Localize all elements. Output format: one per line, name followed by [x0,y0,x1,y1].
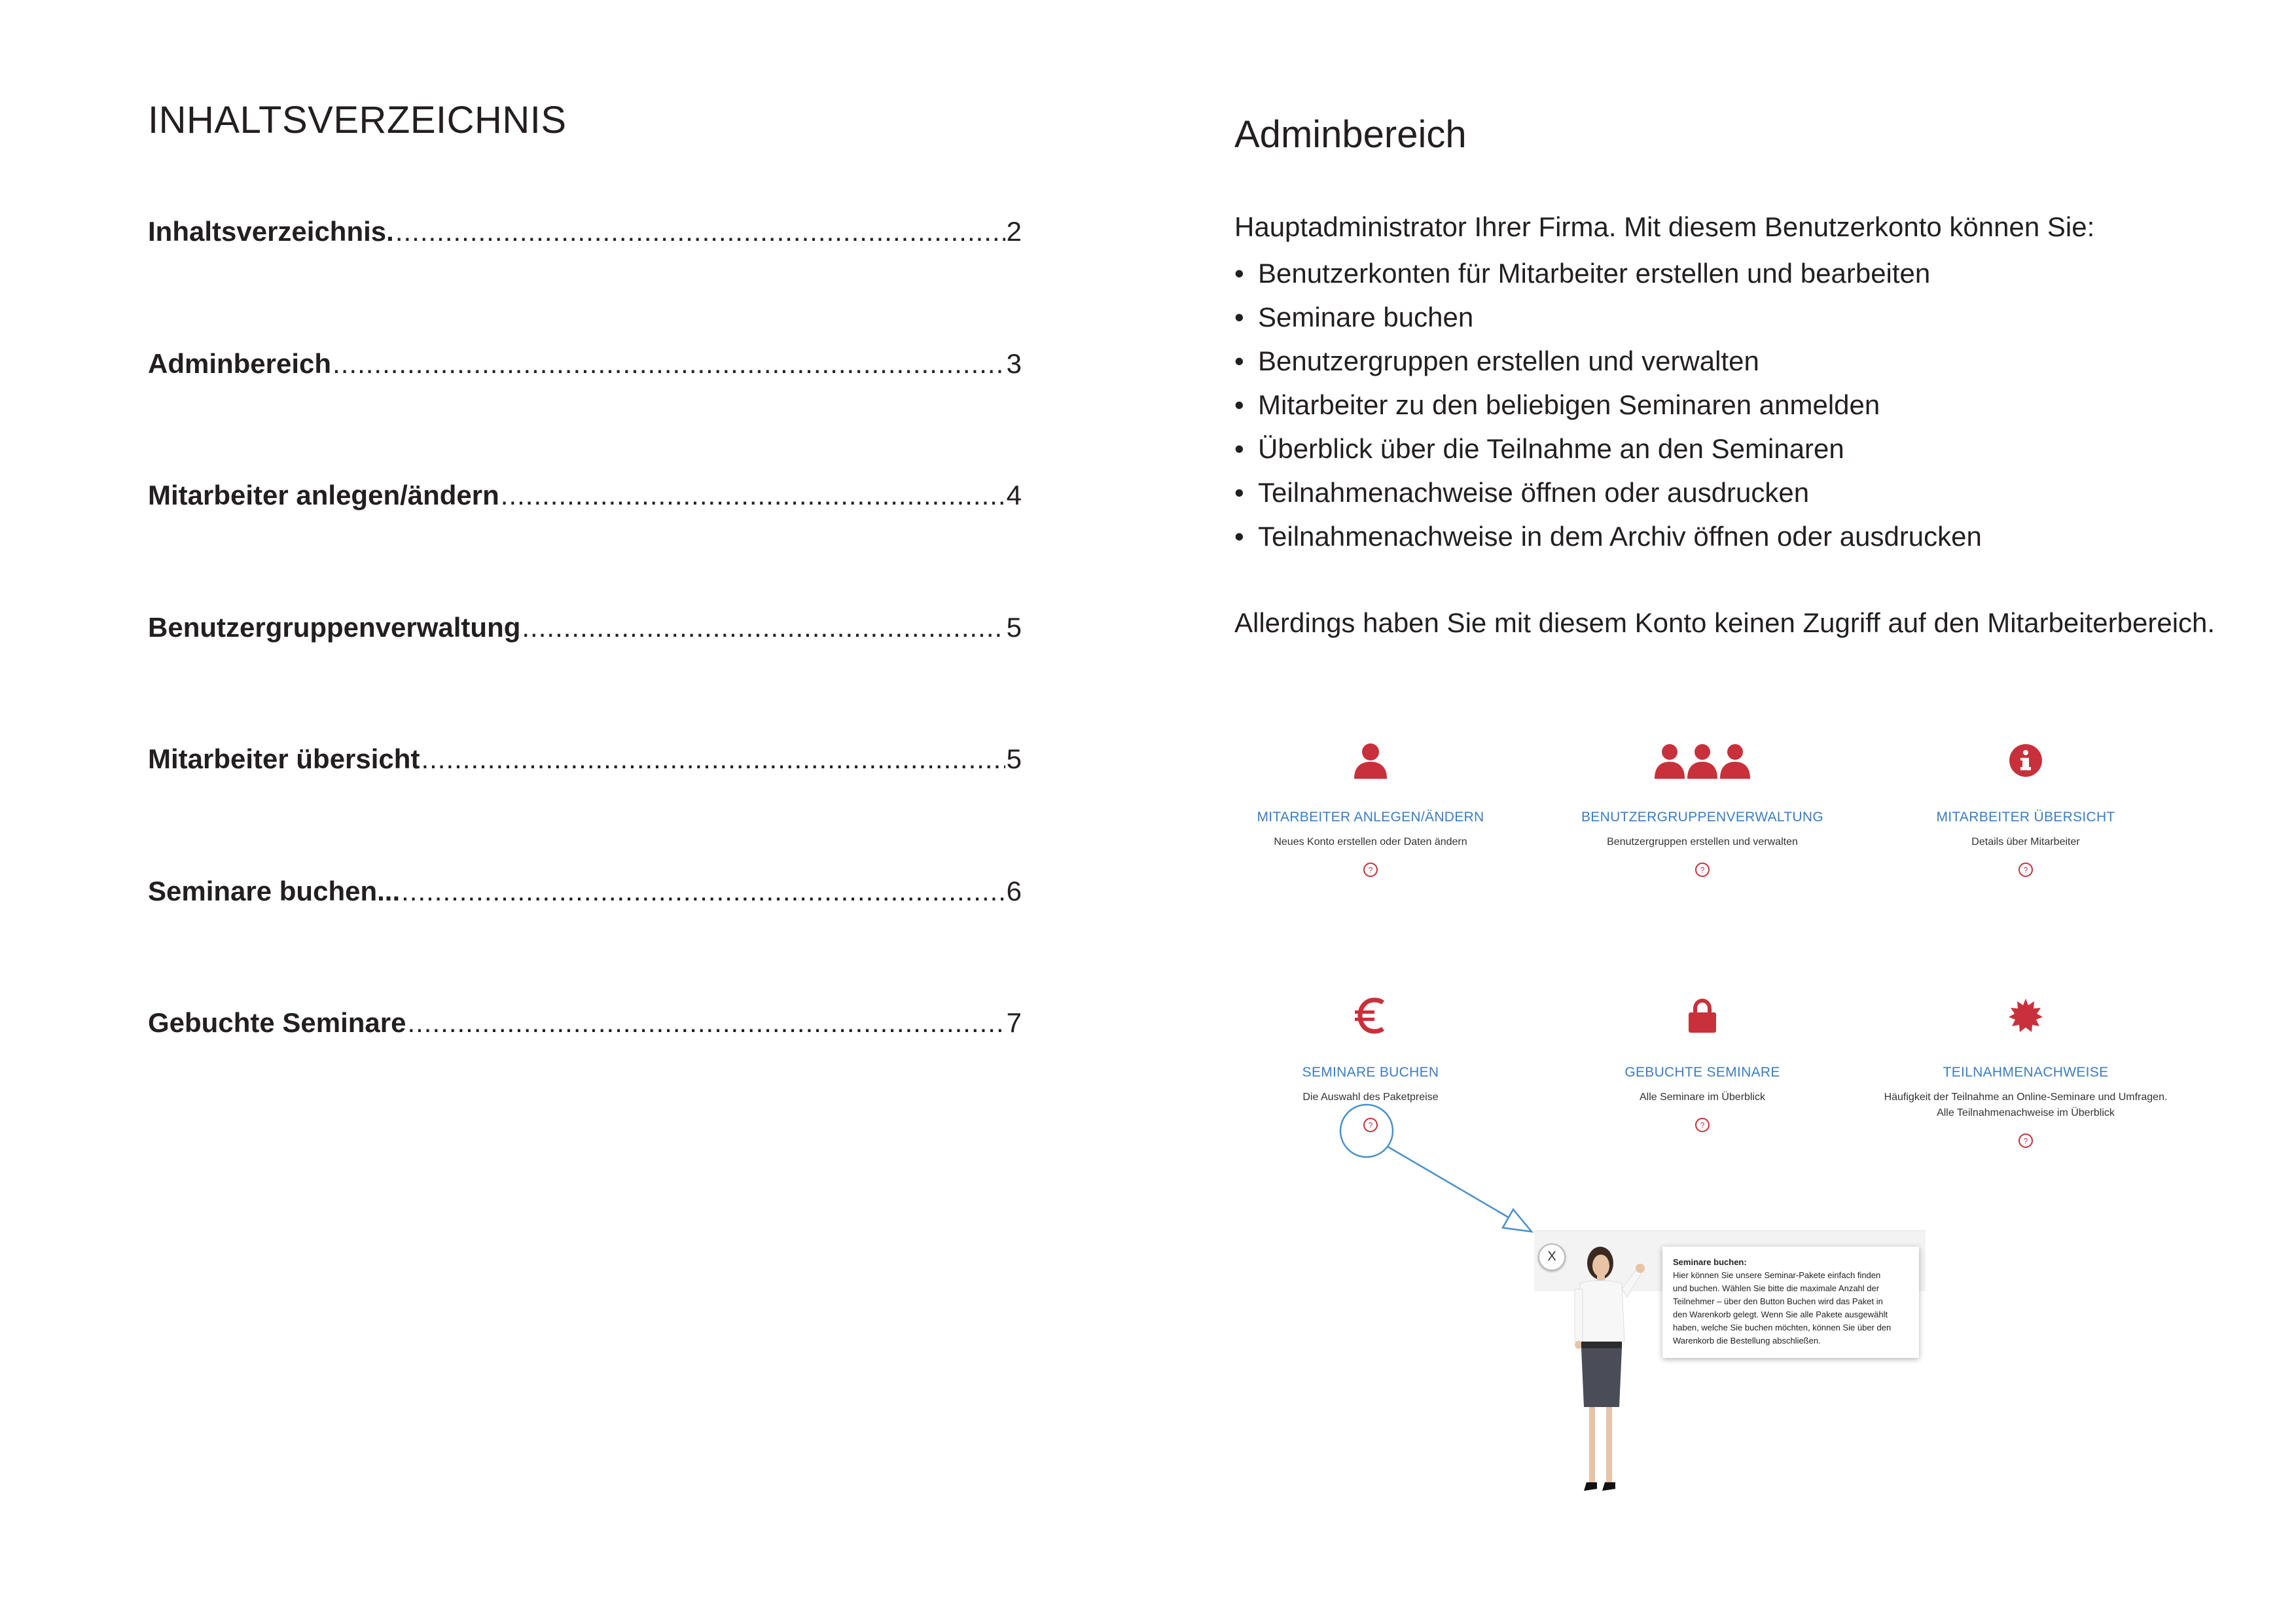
tile-description: Details über Mitarbeiter [1971,836,2080,847]
callout-circle [1340,1105,1393,1157]
toc-entry-page: 6 [1006,876,1022,906]
list-item-text: Mitarbeiter zu den beliebigen Seminaren anmelden [1258,389,1880,420]
bullet-marker: • [1234,521,1244,552]
toc-entry-page: 2 [1006,216,1022,247]
tile-title[interactable]: GEBUCHTE SEMINARE [1624,1065,1780,1080]
tile-title[interactable]: MITARBEITER ÜBERSICHT [1936,810,2115,825]
toc-entry-page: 5 [1006,612,1022,643]
help-popup-line: Hier können Sie unsere Seminar-Pakete einfach finden [1673,1270,1881,1280]
close-popup-button[interactable]: X [1538,1243,1566,1271]
toc-entry-label: Inhaltsverzeichnis. [148,216,394,247]
toc-entry-label: Mitarbeiter übersicht [148,743,420,774]
tile-description-line: Alle Teilnahmenachweise im Überblick [1937,1107,2115,1118]
assistant-illustration [1564,1243,1649,1499]
bullet-marker: • [1234,302,1244,332]
toc-entry-page: 5 [1006,743,1022,774]
help-glyph: ? [2023,1136,2028,1146]
section-title: Adminbereich [1234,113,1467,156]
bullet-marker: • [1234,389,1244,420]
list-item-text: Teilnahmenachweise öffnen oder ausdrucken [1258,477,1810,508]
toc-entry-label: Gebuchte Seminare [148,1007,406,1038]
tile-title[interactable]: MITARBEITER ANLEGEN/ÄNDERN [1257,810,1484,825]
intro-text: Hauptadministrator Ihrer Firma. Mit diesem Benutzerkonto können Sie: [1234,211,2095,242]
help-popup-line: und buchen. Wählen Sie bitte die maximale Anzahl der [1673,1283,1880,1293]
list-item-text: Überblick über die Teilnahme an den Seminaren [1258,433,1844,464]
help-glyph: ? [1368,865,1373,875]
help-popup-line: Teilnehmer – über den Button Buchen wird das Paket in [1673,1296,1883,1306]
bullet-marker: • [1234,433,1244,464]
list-item-text: Benutzerkonten für Mitarbeiter erstellen und bearbeiten [1258,258,1931,289]
list-item-text: Teilnahmenachweise in dem Archiv öffnen oder ausdrucken [1258,521,1982,552]
help-glyph: ? [1700,1120,1705,1130]
help-popup-line: den Warenkorb gelegt. Wenn Sie alle Pakete ausgewählt [1673,1310,1888,1319]
bullet-marker: • [1234,477,1244,508]
tile-title[interactable]: BENUTZERGRUPPENVERWALTUNG [1581,810,1823,825]
toc-entry-label: Seminare buchen... [148,876,401,906]
toc-entry-label: Mitarbeiter anlegen/ändern [148,480,499,510]
help-glyph: ? [1368,1120,1373,1130]
help-popup [1662,1247,1919,1358]
tile-description: Die Auswahl des Paketpreise [1302,1092,1439,1103]
toc-entry-label: Adminbereich [148,348,332,379]
help-glyph: ? [1700,865,1705,875]
toc-entry-label: Benutzergruppenverwaltung [148,612,521,643]
toc-entry-page: 4 [1006,480,1022,510]
toc-entry-page: 7 [1006,1007,1022,1038]
access-note: Allerdings haben Sie mit diesem Konto keinen Zugriff auf den Mitarbeiterbereich. [1234,607,2215,638]
toc-title: INHALTSVERZEICHNIS [148,99,567,141]
help-glyph: ? [2023,865,2028,875]
bullet-marker: • [1234,258,1244,289]
bullet-marker: • [1234,346,1244,376]
help-popup-title: Seminare buchen: [1673,1257,1747,1267]
tile-title[interactable]: TEILNAHMENACHWEISE [1943,1065,2109,1080]
callout-arrow-head [1503,1209,1532,1232]
tile-title[interactable]: SEMINARE BUCHEN [1302,1065,1439,1080]
help-popup-line: haben, welche Sie buchen möchten, können Sie über den [1673,1323,1892,1332]
tile-description: Alle Seminare im Überblick [1639,1092,1766,1103]
list-item-text: Benutzergruppen erstellen und verwalten [1258,346,1759,376]
toc-entry-page: 3 [1006,348,1022,379]
list-item-text: Seminare buchen [1258,302,1474,332]
tile-description-line: Häufigkeit der Teilnahme an Online-Seminare und Umfragen. [1884,1092,2168,1103]
tile-description: Neues Konto erstellen oder Daten ändern [1274,836,1467,847]
tile-description: Benutzergruppen erstellen und verwalten [1607,836,1798,847]
callout-arrow-line [1388,1147,1517,1222]
help-popup-line: Warenkorb die Bestellung abschließen. [1673,1336,1821,1346]
